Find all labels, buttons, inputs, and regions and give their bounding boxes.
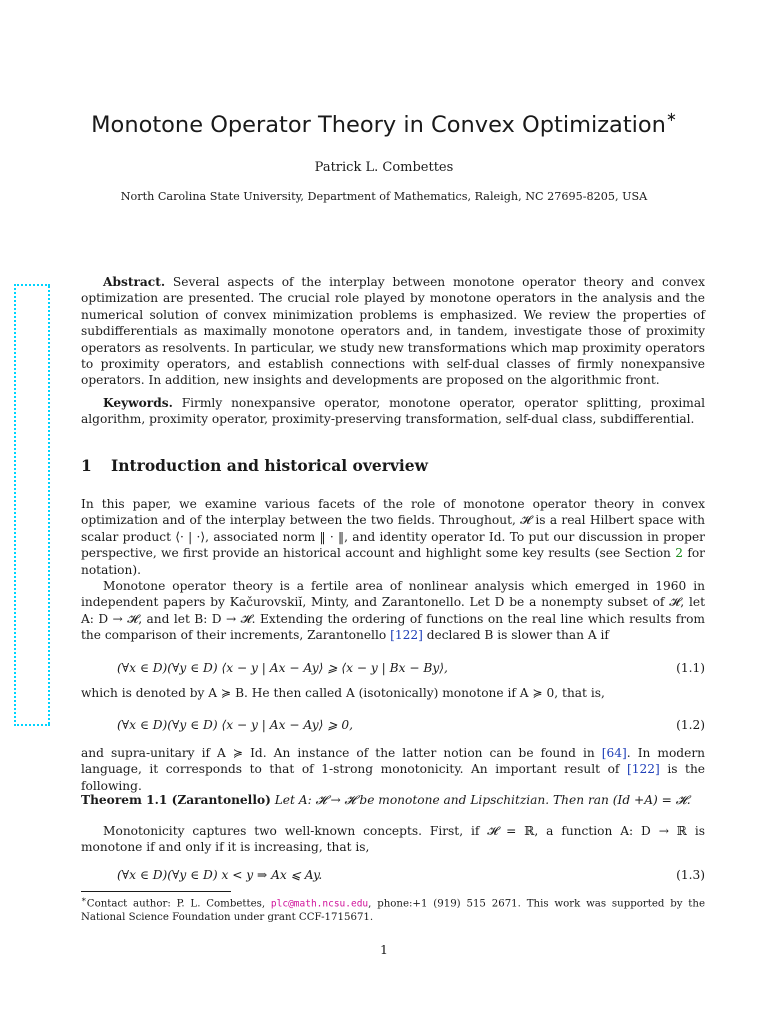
equation-body: (∀x ∈ D)(∀y ∈ D) x < y ⇒ Ax ⩽ Ay. xyxy=(117,868,323,882)
paragraph-text: In this paper, we examine various facets of the role of monotone operator theory in convex optimization and of the interplay between the two fields. Throughout, 𝓗 is a real Hilbert space with scalar product ⟨· | ·⟩, associated norm ‖ · ‖, and identity operator Id. To put our discussion in proper perspective, we first provide an historical account and highlight some key results (see Section xyxy=(81,497,705,561)
title-text: Monotone Operator Theory in Convex Optimization xyxy=(91,112,666,138)
paragraph-text: for notation). xyxy=(81,546,705,577)
paragraph-monotonicity: Monotonicity captures two well-known concepts. First, if 𝓗 = ℝ, a function A: D → ℝ is monotone if and only if it is increasing, that is, xyxy=(81,824,705,855)
abstract xyxy=(81,274,705,389)
paragraph-text: . In modern language, it corresponds to that of 1-strong monotonicity. An important result of xyxy=(81,746,705,777)
equation-1-1 xyxy=(117,661,705,675)
theorem-1-1 xyxy=(81,793,705,808)
section-title: Introduction and historical overview xyxy=(111,456,429,475)
footnote-mark: ∗ xyxy=(81,895,87,905)
footnote-rule xyxy=(81,891,231,892)
equation-1-3 xyxy=(117,868,705,882)
email-link[interactable]: plc@math.ncsu.edu xyxy=(270,898,369,910)
title-footnote-mark[interactable]: ∗ xyxy=(665,110,677,125)
author-affiliation: North Carolina State University, Department of Mathematics, Raleigh, NC 27695-8205, USA xyxy=(120,190,648,203)
equation-number: (1.3) xyxy=(676,868,705,882)
paragraph-supra-unitary xyxy=(81,745,705,794)
paragraph-text: and supra-unitary if A ≽ Id. An instance of the latter notion can be found in xyxy=(81,746,595,760)
keywords-label: Keywords. xyxy=(103,396,173,410)
section-heading xyxy=(81,456,428,475)
footnote-text: Contact author: P. L. Combettes, xyxy=(86,898,266,910)
equation-number: (1.2) xyxy=(676,718,705,732)
abstract-label: Abstract. xyxy=(103,275,166,289)
section-link[interactable]: 2 xyxy=(675,546,683,561)
link-annotation-box[interactable] xyxy=(14,284,50,726)
citation-link[interactable]: [64] xyxy=(601,746,627,760)
paragraph-text: Monotone operator theory is a fertile area of nonlinear analysis which emerged in 1960 in independent papers by Kačurovskiĭ, Minty, and Zarantonello. Let D be a nonempty subset of 𝓗, let A: D → 𝓗, and let B: D → 𝓗. Extending the ordering of functions on the real line which results from the comparison of their increments, Zarantonello xyxy=(81,579,705,643)
keywords-text: Firmly nonexpansive operator, monotone operator, operator splitting, proximal algorithm, proximity operator, proximity-preserving transformation, self-dual class, subdifferential. xyxy=(81,396,705,427)
footnote xyxy=(81,893,705,925)
equation-body: (∀x ∈ D)(∀y ∈ D) ⟨x − y | Ax − Ay⟩ ⩾ ⟨x − y | Bx − By⟩, xyxy=(117,661,448,675)
paragraph-intro xyxy=(81,496,705,578)
section-number: 1 xyxy=(81,456,92,475)
citation-link[interactable]: [122] xyxy=(627,762,660,777)
paragraph-text: is the following. xyxy=(81,762,706,793)
paragraph-history xyxy=(81,578,705,644)
author-name: Patrick L. Combettes xyxy=(314,160,454,175)
paper-title xyxy=(0,112,768,138)
keywords xyxy=(81,395,705,428)
abstract-text: Several aspects of the interplay between monotone operator theory and convex optimization are presented. The crucial role played by monotone operators in the analysis and the numerical solution of convex minimization problems is emphasized. We review the properties of subdifferentials as maximally monotone operators and, in tandem, investigate those of proximity operators as resolvents. In particular, we study new transformations which map proximity operators to proximity operators, and establish connections with self-dual classes of firmly nonexpansive operators. In addition, new insights and developments are proposed on the algorithmic front. xyxy=(81,275,706,388)
theorem-statement: Let A: 𝓗 → 𝓗 be monotone and Lipschitzian. Then ran (Id +A) = 𝓗. xyxy=(274,793,691,807)
page-number: 1 xyxy=(380,942,388,957)
citation-link[interactable]: [122] xyxy=(390,628,423,643)
equation-number: (1.1) xyxy=(676,661,705,675)
equation-body: (∀x ∈ D)(∀y ∈ D) ⟨x − y | Ax − Ay⟩ ⩾ 0, xyxy=(117,718,353,732)
paragraph-monotone-def: which is denoted by A ≽ B. He then called A (isotonically) monotone if A ≽ 0, that is, xyxy=(81,686,605,700)
theorem-heading: Theorem 1.1 (Zarantonello) xyxy=(81,793,271,807)
equation-1-2 xyxy=(117,718,705,732)
footnote-text: , phone:+1 (919) 515 2671. This work was supported by the National Science Foundation under grant CCF-1715671. xyxy=(81,898,705,924)
paragraph-text: declared B is slower than A if xyxy=(426,628,609,643)
